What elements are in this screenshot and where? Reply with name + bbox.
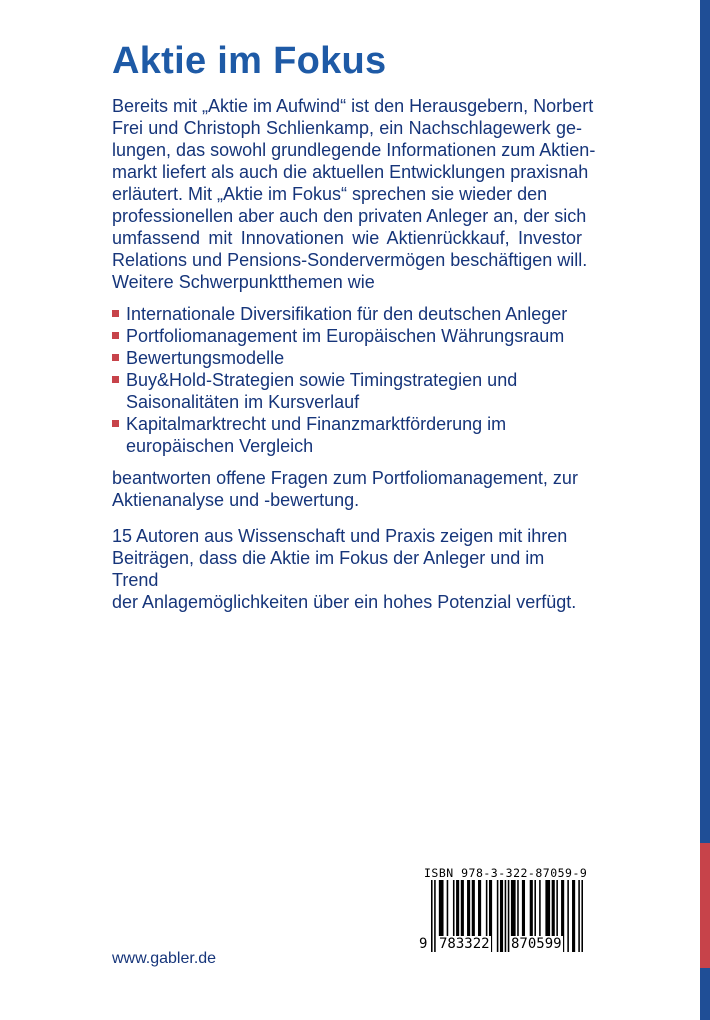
blurb bbox=[112, 95, 596, 613]
intro-line: professionellen aber auch den privaten Anleger an, der sich bbox=[112, 206, 587, 226]
list-item bbox=[112, 369, 582, 413]
list-item bbox=[112, 413, 582, 457]
intro-line: Bereits mit „Aktie im Aufwind“ ist den Herausgebern, Norbert bbox=[112, 96, 594, 116]
bullet-square-icon bbox=[112, 376, 119, 383]
barcode-lead-digit: 9 bbox=[419, 936, 428, 952]
paragraph-line: 15 Autoren aus Wissenschaft und Praxis zeigen mit ihren bbox=[112, 526, 568, 546]
list-item bbox=[112, 325, 582, 347]
list-item-text: Kapitalmarktrecht und Finanzmarktförderung im bbox=[126, 414, 507, 434]
paragraph-line: Aktienanalyse und -bewertung. bbox=[112, 490, 360, 510]
spine-accent-stripe bbox=[700, 843, 710, 968]
intro-paragraph bbox=[112, 95, 596, 293]
publisher-website: www.gabler.de bbox=[112, 950, 217, 967]
list-item-text: europäischen Vergleich bbox=[126, 436, 314, 456]
intro-line: erläutert. Mit „Aktie im Fokus“ sprechen sie wieder den bbox=[112, 184, 548, 204]
barcode-right-digits: 870599 bbox=[511, 936, 562, 952]
intro-line: Frei und Christoph Schlienkamp, ein Nachschlagewerk ge- bbox=[112, 118, 582, 138]
isbn-label: ISBN 978-3-322-87059-9 bbox=[424, 866, 588, 880]
list-item-text: Internationale Diversifikation für den deutschen Anleger bbox=[126, 304, 568, 324]
paragraph-line: Beiträgen, dass die Aktie im Fokus der Anleger und im Trend bbox=[112, 548, 545, 590]
list-item-text: Portfoliomanagement im Europäischen Währungsraum bbox=[126, 326, 565, 346]
intro-line: umfassend mit Innovationen wie Aktienrückkauf, Investor bbox=[112, 228, 582, 248]
barcode-left-digits: 783322 bbox=[439, 936, 490, 952]
intro-line: lungen, das sowohl grundlegende Informationen zum Aktien- bbox=[112, 140, 596, 160]
list-item-text: Bewertungsmodelle bbox=[126, 348, 285, 368]
intro-line: Weitere Schwerpunktthemen wie bbox=[112, 272, 375, 292]
topic-list bbox=[112, 303, 582, 457]
intro-line: Relations und Pensions-Sondervermögen beschäftigen will. bbox=[112, 250, 588, 270]
book-title: Aktie im Fokus bbox=[112, 40, 387, 82]
paragraph-line: beantworten offene Fragen zum Portfoliomanagement, zur bbox=[112, 468, 578, 488]
list-item bbox=[112, 303, 582, 325]
list-item-text: Saisonalitäten im Kursverlauf bbox=[126, 392, 360, 412]
intro-line: markt liefert als auch die aktuellen Entwicklungen praxisnah bbox=[112, 162, 589, 182]
barcode-digits bbox=[418, 936, 588, 954]
bullet-square-icon bbox=[112, 310, 119, 317]
list-item-text: Buy&Hold-Strategien sowie Timingstrategien und bbox=[126, 370, 518, 390]
list-item bbox=[112, 347, 582, 369]
bullet-square-icon bbox=[112, 332, 119, 339]
paragraph-authors bbox=[112, 525, 582, 613]
bullet-square-icon bbox=[112, 354, 119, 361]
bullet-square-icon bbox=[112, 420, 119, 427]
paragraph-line: der Anlagemöglichkeiten über ein hohes Potenzial verfügt. bbox=[112, 592, 577, 612]
paragraph-questions bbox=[112, 467, 582, 511]
